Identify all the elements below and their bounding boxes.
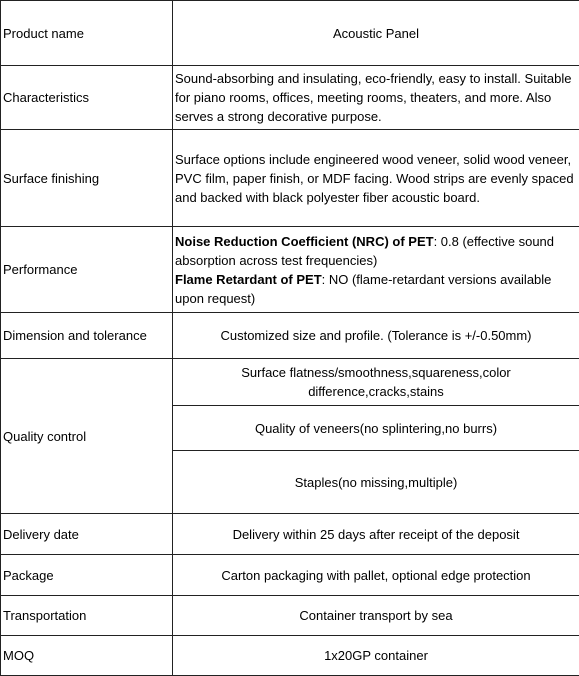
label-package: Package (1, 555, 173, 596)
label-quality-control: Quality control (1, 359, 173, 514)
value-performance (173, 227, 579, 313)
label-moq: MOQ (1, 636, 173, 676)
row-transportation (1, 596, 579, 636)
label-performance: Performance (1, 227, 173, 313)
value-surface-finishing: Surface options include engineered wood veneer, solid wood veneer, PVC film, paper finish, or MDF facing. Wood strips are evenly spaced and backed with black polyester fiber acoustic board. (173, 130, 579, 227)
flame-value: : NO (flame-retardant versions available upon request) (175, 271, 552, 306)
row-moq (1, 636, 579, 676)
value-moq: 1x20GP container (173, 636, 579, 676)
value-quality-item-2: Quality of veneers(no splintering,no burrs) (173, 406, 579, 451)
value-delivery-date: Delivery within 25 days after receipt of the deposit (173, 514, 579, 555)
nrc-title: Noise Reduction Coefficient (NRC) of PET (175, 233, 434, 249)
nrc-value: : 0.8 (effective sound absorption across test frequencies) (175, 233, 555, 268)
row-surface-finishing (1, 130, 579, 227)
value-quality-item-3: Staples(no missing,multiple) (173, 451, 579, 514)
value-product-name: Acoustic Panel (173, 1, 579, 66)
label-product-name: Product name (1, 1, 173, 66)
value-package: Carton packaging with pallet, optional edge protection (173, 555, 579, 596)
flame-title: Flame Retardant of PET (175, 271, 322, 287)
value-dimension: Customized size and profile. (Tolerance is +/-0.50mm) (173, 313, 579, 359)
label-characteristics: Characteristics (1, 66, 173, 130)
label-delivery-date: Delivery date (1, 514, 173, 555)
value-quality-item-1: Surface flatness/smoothness,squareness,color difference,cracks,stains (173, 359, 579, 406)
row-delivery-date (1, 514, 579, 555)
value-characteristics: Sound-absorbing and insulating, eco-friendly, easy to install. Suitable for piano rooms, offices, meeting rooms, theaters, and more. Also serves a strong decorative purpose. (173, 66, 579, 130)
value-transportation: Container transport by sea (173, 596, 579, 636)
row-performance (1, 227, 579, 313)
row-characteristics (1, 66, 579, 130)
row-quality-1 (1, 359, 579, 406)
row-product-name (1, 1, 579, 66)
label-surface-finishing: Surface finishing (1, 130, 173, 227)
row-dimension (1, 313, 579, 359)
row-package (1, 555, 579, 596)
label-transportation: Transportation (1, 596, 173, 636)
label-dimension: Dimension and tolerance (1, 313, 173, 359)
